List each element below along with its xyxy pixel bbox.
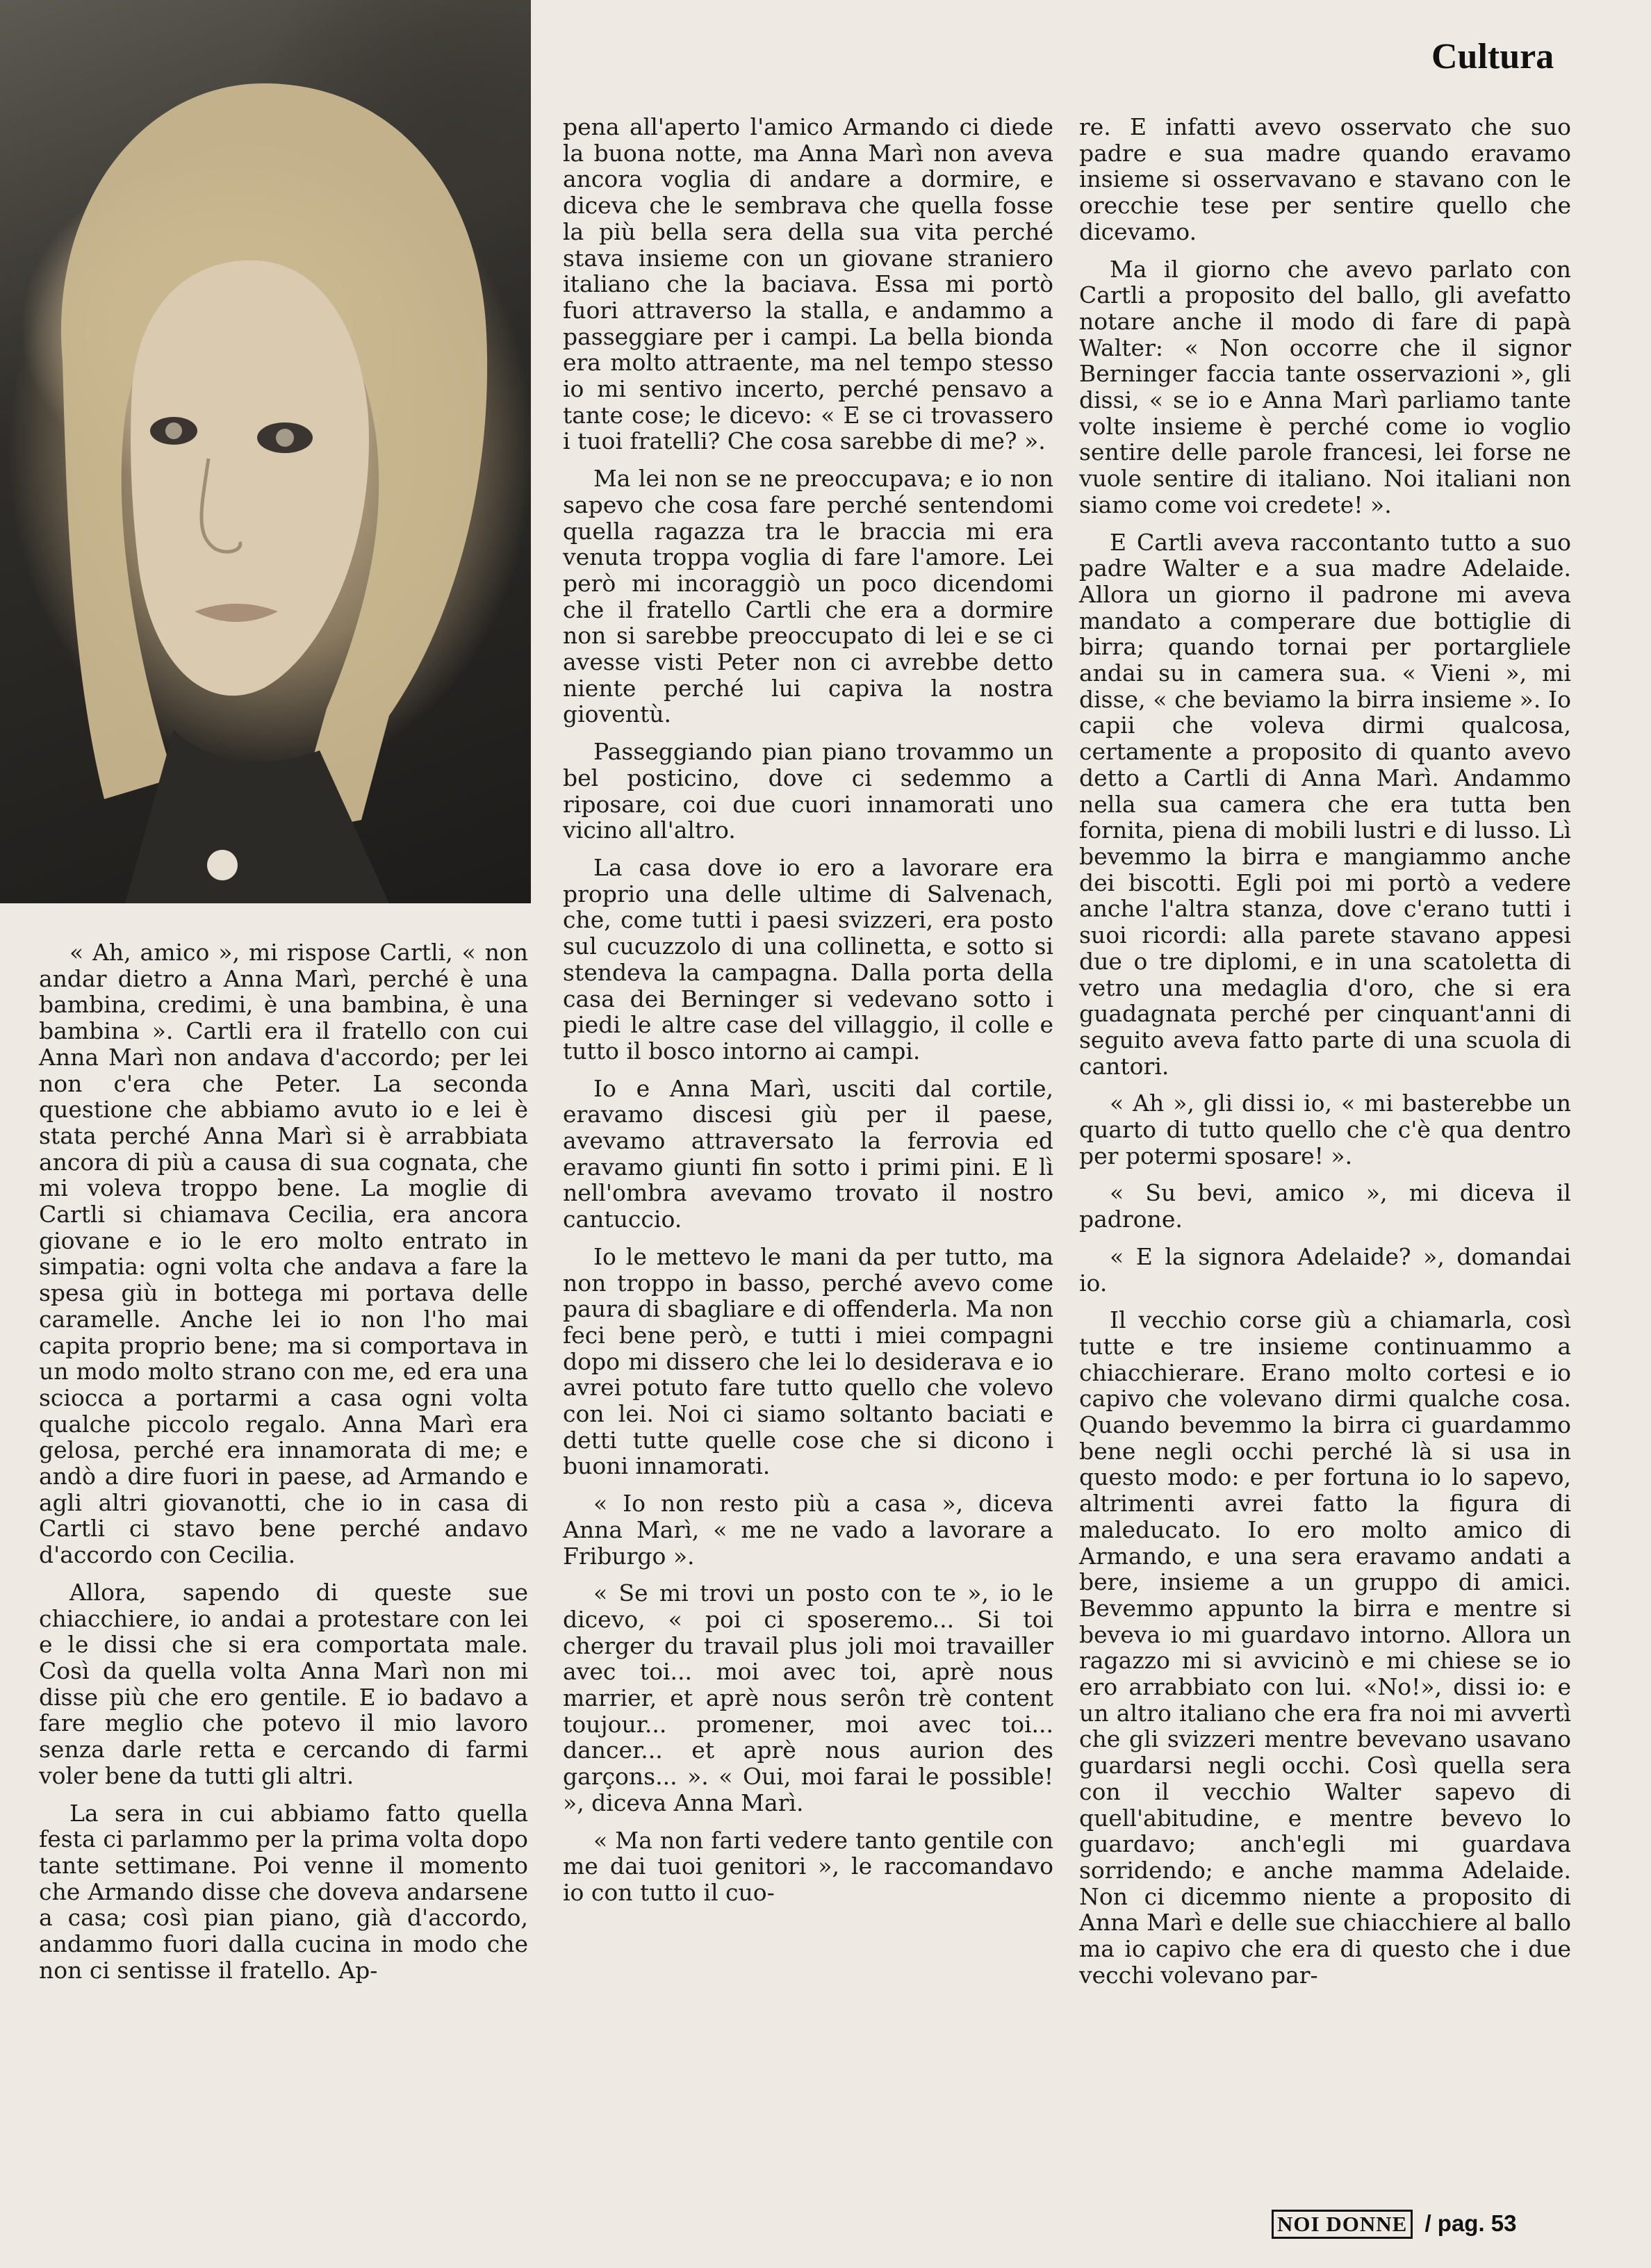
text-column-3	[1079, 114, 1571, 2000]
paragraph: pena all'aperto l'amico Armando ci diede la buona notte, ma Anna Marì non aveva ancora voglia di andare a dormire, e diceva che le sembrava che quella fosse la più bella sera della sua vita perché stava insieme con un giovane straniero italiano che la baciava. Essa mi portò fuori attraverso la stalla, e andammo a passeggiare per i campi. La bella bionda era molto attraente, ma nel tempo stesso io mi sentivo incerto, perché pensavo a tante cose; le dicevo: « E se ci trovassero i tuoi fratelli? Che cosa sarebbe di me? ».	[563, 113, 1053, 455]
paragraph: La casa dove io ero a lavorare era proprio una delle ultime di Salvenach, che, come tutti i paesi svizzeri, era posto sul cucuzzolo di una collinetta, e sotto si stendeva la campagna. Dalla porta della casa dei Berninger si vedevano sotto i piedi le altre case del villaggio, il colle e tutto il bosco intorno ai campi.	[563, 853, 1053, 1065]
paragraph: Ma il giorno che avevo parlato con Cartli a proposito del ballo, gli avefatto notare anche il modo di fare di papà Walter: « Non occorre che il signor Berninger faccia tante osservazioni », gli dissi, « se io e Anna Marì parliamo tante volte insieme è perché come io voglio sentire delle parole francesi, lei forse ne vuole sentire di italiano. Noi italiani non siamo come voi credete! ».	[1079, 255, 1571, 518]
text-column-1	[39, 939, 528, 1994]
paragraph: « Ma non farti vedere tanto gentile con me dai tuoi genitori », le raccomandavo io con tutto il cuo-	[563, 1826, 1053, 1906]
paragraph: « E la signora Adelaide? », domandai io.	[1079, 1242, 1571, 1297]
footer-separator: /	[1424, 2210, 1431, 2236]
paragraph: re. E infatti avevo osservato che suo padre e sua madre quando eravamo insieme si osservavano e stavano con le orecchie tese per sentire quello che dicevamo.	[1079, 113, 1571, 245]
portrait-photo	[0, 0, 531, 903]
paragraph: « Ah, amico », mi rispose Cartli, « non andar dietro a Anna Marì, perché è una bambina, credimi, è una bambina, è una bambina ». Cartli era il fratello con cui Anna Marì non andava d'accordo; per lei non c'era che Peter. La seconda questione che abbiamo avuto io e lei è stata perché Anna Marì si è arrabbiata ancora di più a causa di sua cognata, che mi voleva troppo bene. La moglie di Cartli si chiamava Cecilia, era ancora giovane e io le ero molto entrato in simpatia: ogni volta che andava a fare la spesa giù in bottega mi portava delle caramelle. Anche lei io non l'ho mai capita proprio bene; ma si comportava in un modo molto strano con me, ed era una sciocca a portarmi a casa ogni volta qualche piccolo regalo. Anna Marì era gelosa, perché era innamorata di me; e andò a dire fuori in paese, ad Armando e agli altri giovanotti, che io in casa di Cartli ci stavo bene perché andavo d'accordo con Cecilia.	[39, 939, 528, 1569]
paragraph: Allora, sapendo di queste sue chiacchiere, io andai a protestare con lei e le dissi che si era comportata male. Così da quella volta Anna Marì non mi disse più che ero gentile. E io badavo a fare meglio che potevo il mio lavoro senza darle retta e cercando di farmi voler bene da tutti gli altri.	[39, 1578, 528, 1789]
paragraph: La sera in cui abbiamo fatto quella festa ci parlammo per la prima volta dopo tante settimane. Poi venne il momento che Armando disse che doveva andarsene a casa; così pian piano, già d'accordo, andammo fuori dalla cucina in modo che non ci sentisse il fratello. Ap-	[39, 1799, 528, 1984]
paragraph: Il vecchio corse giù a chiamarla, così tutte e tre insieme continuammo a chiacchierare. Erano molto cortesi e io capivo che volevano dirmi qualche cosa. Quando bevemmo la birra ci guardammo bene negli occhi perché là si usa in questo modo: e per fortuna io lo sapevo, altrimenti avrei fatto la figura di maleducato. Io ero molto amico di Armando, e una sera eravamo andati a bere, insieme a un gruppo di amici. Bevemmo appunto la birra e mentre si beveva io mi guardavo intorno. Allora un ragazzo mi si avvicinò e mi chiese se io ero arrabbiato con lui. «No!», dissi io: e un altro italiano che era fra noi mi avvertì che gli svizzeri mentre bevevano usavano guardarsi negli occhi. Così quella sera con il vecchio Walter sapevo di quell'abitudine, e mentre bevevo lo guardavo; anch'egli mi guardava sorridendo; e anche mamma Adelaide. Non ci dicemmo niente a proposito di Anna Marì e delle sue chiacchiere al ballo ma io capivo che era di questo che i due vecchi volevano par-	[1079, 1306, 1571, 1989]
paragraph: E Cartli aveva raccontanto tutto a suo padre Walter e a sua madre Adelaide. Allora un giorno il padrone mi aveva mandato a comperare due bottiglie di birra; quando tornai per portargliele andai su in camera sua. « Vieni », mi disse, « che beviamo la birra insieme ». Io capii che voleva dirmi qualcosa, certamente a proposito di quanto avevo detto a Cartli di Anna Marì. Andammo nella sua camera che era tutta ben fornita, piena di mobili lustri e di lusso. Lì bevemmo la birra e mangiammo anche dei biscotti. Egli poi mi portò a vedere anche l'altra stanza, dove c'erano tutti i suoi ricordi: alla parete stavano appesi due o tre diplomi, e in una scatoletta di vetro una medaglia d'oro, che si era guadagnata perché per cinquant'anni di seguito aveva fatto parte di una scuola di cantori.	[1079, 528, 1571, 1080]
paragraph: « Su bevi, amico », mi diceva il padrone.	[1079, 1179, 1571, 1233]
paragraph: Io e Anna Marì, usciti dal cortile, eravamo discesi giù per il paese, avevamo attraversato la ferrovia ed eravamo giunti fin sotto i primi pini. E lì nell'ombra avevamo trovato il nostro cantuccio.	[563, 1074, 1053, 1233]
page-number: pag. 53	[1437, 2210, 1517, 2236]
text-column-2	[563, 114, 1053, 1917]
paragraph: Passeggiando pian piano trovammo un bel posticino, dove ci sedemmo a riposare, coi due cuori innamorati uno vicino all'altro.	[563, 738, 1053, 844]
page-footer	[1272, 2210, 1517, 2239]
paragraph: « Io non resto più a casa », diceva Anna Marì, « me ne vado a lavorare a Friburgo ».	[563, 1490, 1053, 1570]
paragraph: « Se mi trovi un posto con te », io le dicevo, « poi ci sposeremo... Si toi cherger du travail plus joli moi travailler avec toi... moi avec toi, aprè nous marrier, et aprè nous serôn trè content toujour... promener, moi avec toi... dancer... et aprè nous aurion des garçons... ». « Oui, moi farai le possible! », diceva Anna Marì.	[563, 1579, 1053, 1816]
paragraph: Io le mettevo le mani da per tutto, ma non troppo in basso, perché avevo come paura di sbagliare e di offenderla. Ma non feci bene però, e tutti i miei compagni dopo mi dissero che lei lo desiderava e io avrei potuto fare tutto quello che volevo con lei. Noi ci siamo soltanto baciati e detti tutte quelle cose che si dicono i buoni innamorati.	[563, 1242, 1053, 1480]
portrait-illustration	[0, 0, 531, 903]
paragraph: « Ah », gli dissi io, « mi basterebbe un quarto di tutto quello che c'è qua dentro per potermi sposare! ».	[1079, 1090, 1571, 1169]
section-title: Cultura	[1431, 37, 1554, 76]
magazine-logo: NOI DONNE	[1272, 2210, 1413, 2239]
paragraph: Ma lei non se ne preoccupava; e io non sapevo che cosa fare perché sentendomi quella ragazza tra le braccia mi era venuta troppa voglia di fare l'amore. Lei però mi incoraggiò un poco dicendomi che il fratello Cartli che era a dormire non si sarebbe preoccupato di lei e se ci avesse visti Peter non ci avrebbe detto niente perché lui capiva la nostra gioventù.	[563, 465, 1053, 728]
